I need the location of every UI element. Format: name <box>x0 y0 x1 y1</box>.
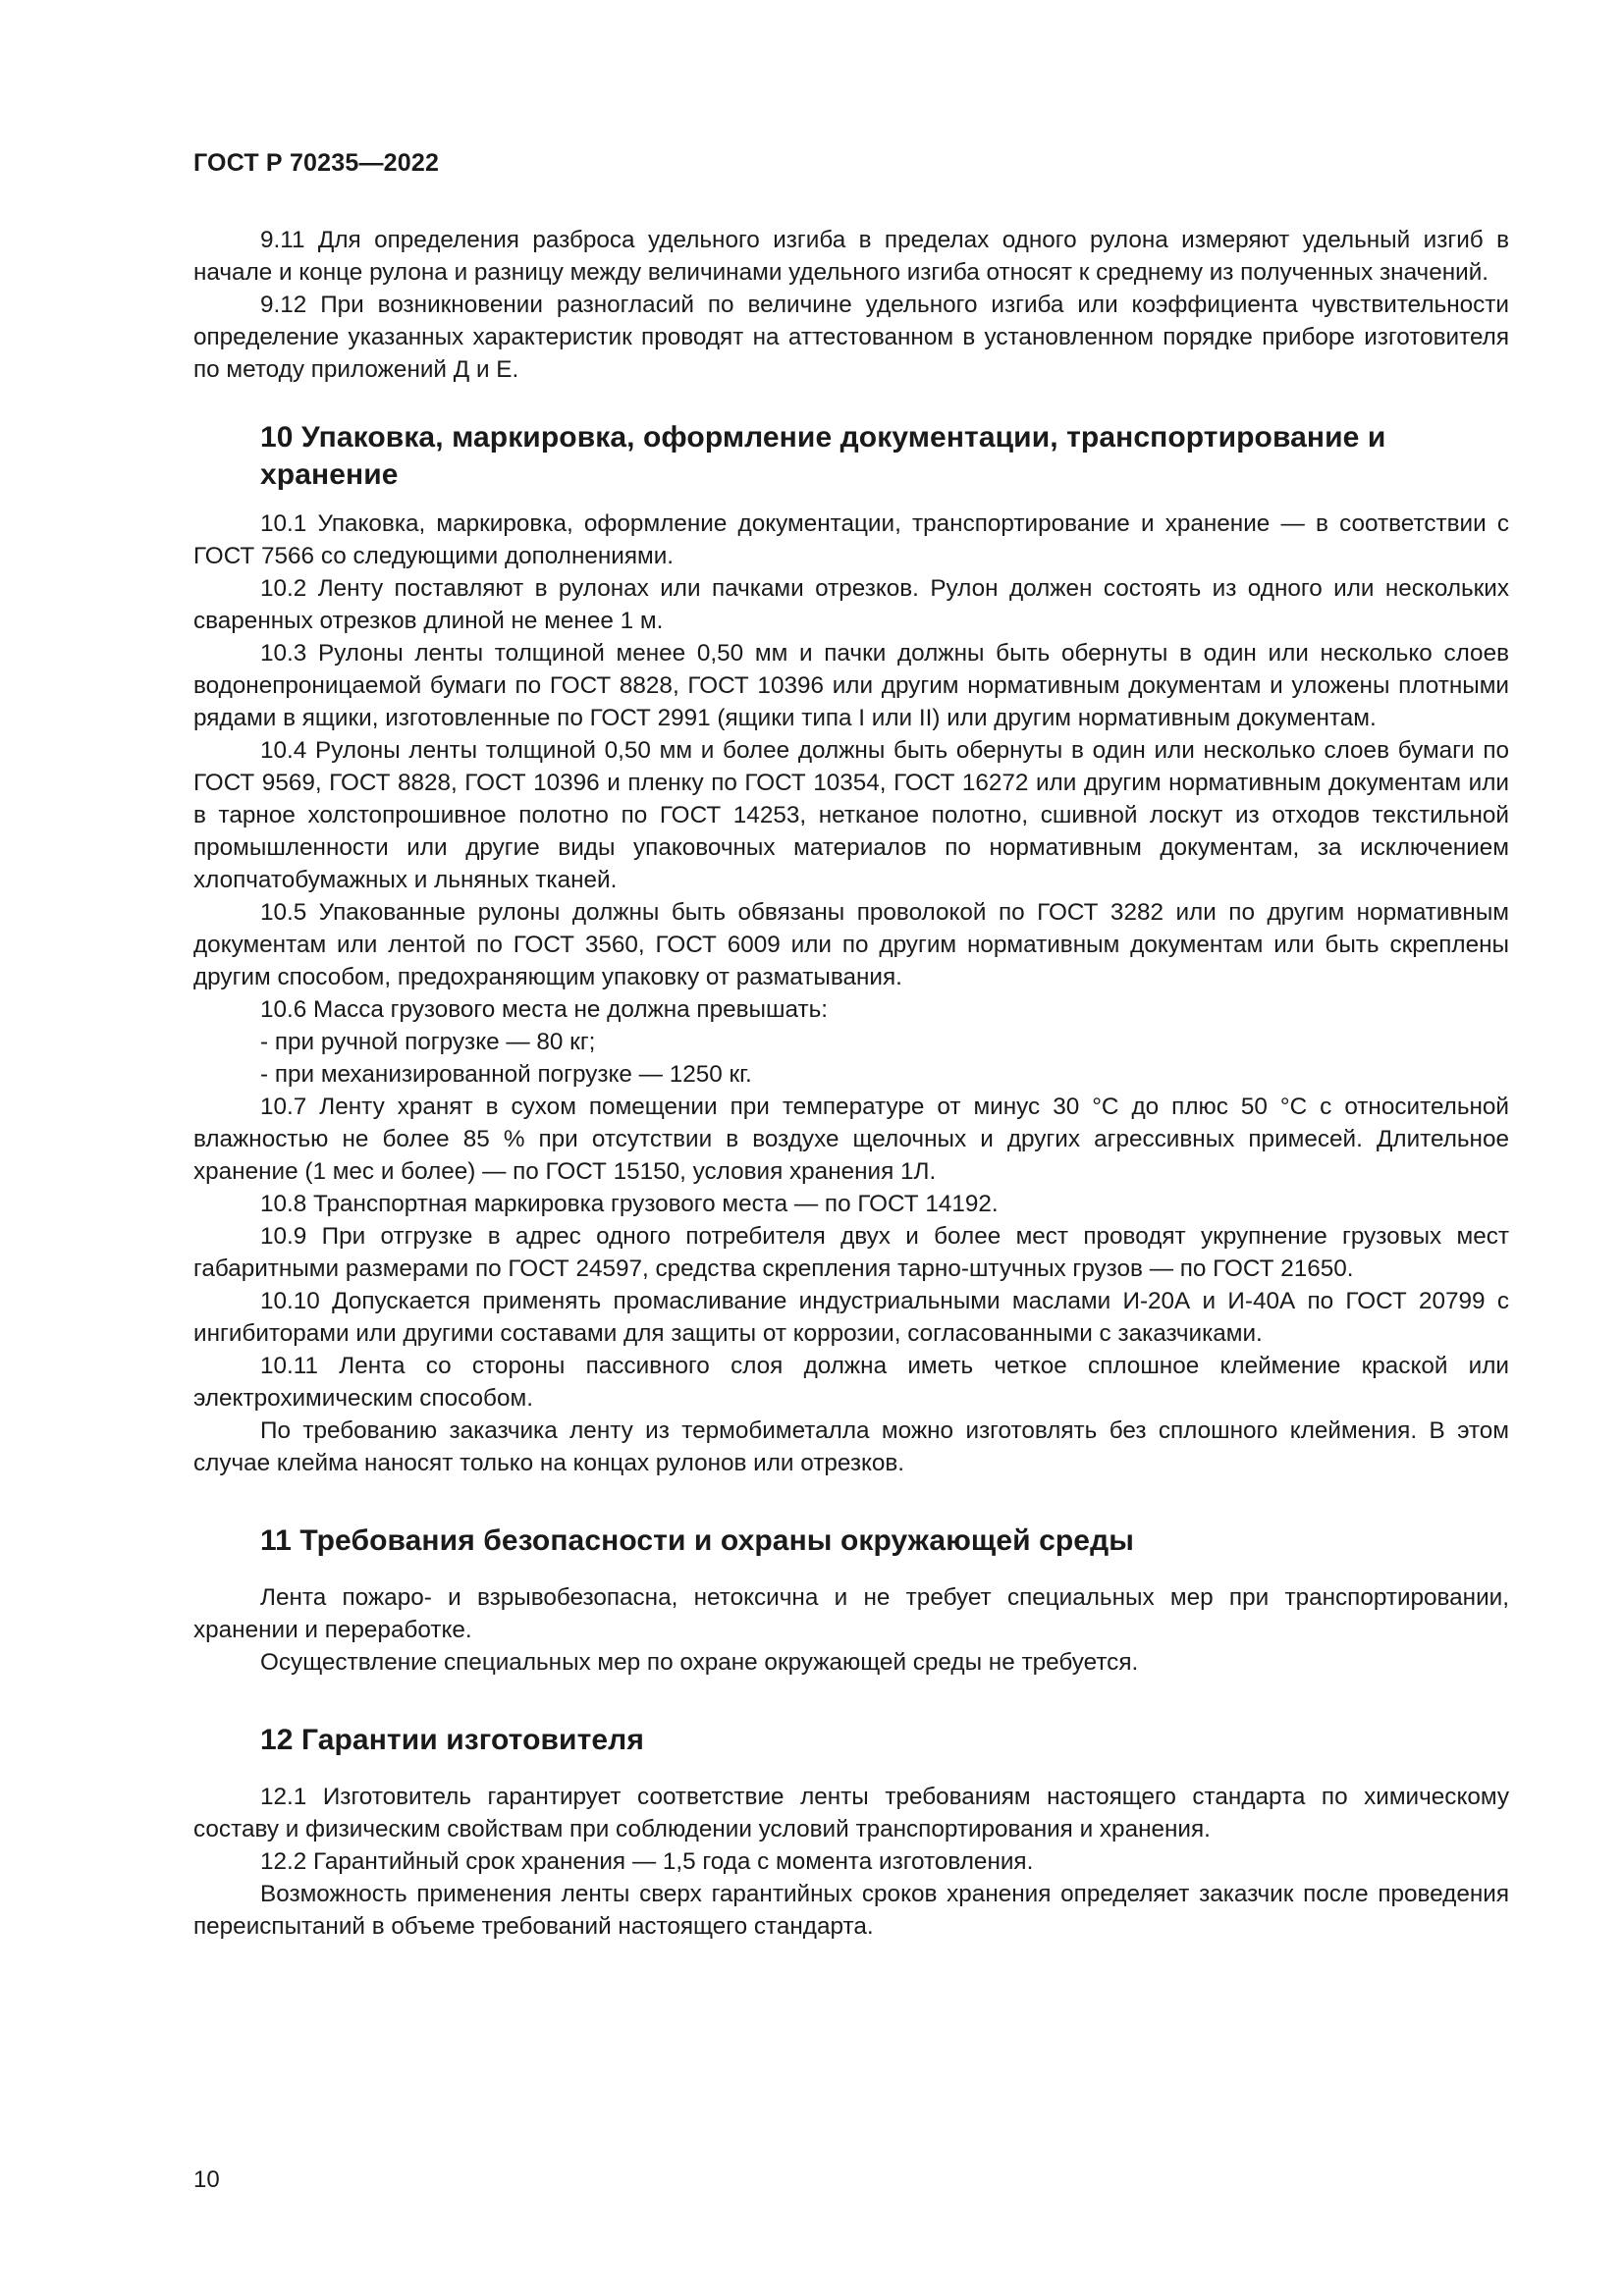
paragraph-10-9: 10.9 При отгрузке в адрес одного потребителя двух и более мест проводят укрупнение грузовых мест габаритными размерами по ГОСТ 24597, средства скрепления тарно-штучных грузов — по ГОСТ 21650. <box>193 1223 1509 1282</box>
paragraph-9-12: 9.12 При возникновении разногласий по величине удельного изгиба или коэффициента чувствительности определение указанных характеристик проводят на аттестованном в установленном порядке приборе изготовителя по методу приложений Д и Е. <box>193 292 1509 383</box>
paragraph-11-environment: Осуществление специальных мер по охране окружающей среды не требуется. <box>260 1649 1139 1676</box>
document-page <box>193 0 1509 2296</box>
paragraph-10-7: 10.7 Ленту хранят в сухом помещении при температуре от минус 30 °С до плюс 50 °С с относительной влажностью не более 85 % при отсутствии в воздухе щелочных и других агрессивных примесей. Длительное хранение (1 мес и более) — по ГОСТ 15150, условия хранения 1Л. <box>193 1094 1509 1185</box>
document-id-header: ГОСТ Р 70235—2022 <box>193 149 440 177</box>
paragraph-10-3: 10.3 Рулоны ленты толщиной менее 0,50 мм и пачки должны быть обернуты в один или несколько слоев водонепроницаемой бумаги по ГОСТ 8828, ГОСТ 10396 или другим нормативным документам и уложены плотными рядами в ящики, изготовленные по ГОСТ 2991 (ящики типа I или II) или другим нормативным документам. <box>193 640 1509 731</box>
paragraph-10-11: 10.11 Лента со стороны пассивного слоя должна иметь четкое сплошное клеймение краской или электрохимическим способом. <box>193 1353 1509 1412</box>
section-12-heading: 12 Гарантии изготовителя <box>260 1724 644 1756</box>
page-number: 10 <box>193 2166 220 2193</box>
paragraph-10-10: 10.10 Допускается применять промасливание индустриальными маслами И-20А и И-40А по ГОСТ 20799 с ингибиторами или другими составами для защиты от коррозии, согласованными с заказчиками. <box>193 1288 1509 1347</box>
paragraph-11-safety: Лента пожаро- и взрывобезопасна, нетоксична и не требует специальных мер при транспортировании, хранении и переработке. <box>193 1584 1509 1643</box>
section-11-heading: 11 Требования безопасности и охраны окружающей среды <box>260 1524 1134 1557</box>
paragraph-10-1: 10.1 Упаковка, маркировка, оформление документации, транспортирование и хранение — в соответствии с ГОСТ 7566 со следующими дополнениями. <box>193 510 1509 569</box>
paragraph-10-11-note: По требованию заказчика ленту из термобиметалла можно изготовлять без сплошного клеймения. В этом случае клейма наносят только на концах рулонов или отрезков. <box>193 1417 1509 1476</box>
list-item-mechanized-loading: - при механизированной погрузке — 1250 кг. <box>260 1061 752 1088</box>
section-10-heading: 10 Упаковка, маркировка, оформление документации, транспортирование и хранение <box>260 421 1386 491</box>
paragraph-10-4: 10.4 Рулоны ленты толщиной 0,50 мм и более должны быть обернуты в один или несколько слоев бумаги по ГОСТ 9569, ГОСТ 8828, ГОСТ 10396 и пленку по ГОСТ 10354, ГОСТ 16272 или другим нормативным документам или в тарное холстопрошивное полотно по ГОСТ 14253, нетканое полотно, сшивной лоскут из отходов текстильной промышленности или другие виды упаковочных материалов по нормативным документам, за исключением хлопчатобумажных и льняных тканей. <box>193 737 1509 893</box>
list-item-manual-loading: - при ручной погрузке — 80 кг; <box>260 1029 596 1055</box>
paragraph-10-5: 10.5 Упакованные рулоны должны быть обвязаны проволокой по ГОСТ 3282 или по другим нормативным документам или лентой по ГОСТ 3560, ГОСТ 6009 или по другим нормативным документам или быть скреплены другим способом, предохраняющим упаковку от разматывания. <box>193 899 1509 990</box>
paragraph-12-2: 12.2 Гарантийный срок хранения — 1,5 года с момента изготовления. <box>260 1848 1034 1875</box>
document-body <box>193 224 1509 1943</box>
paragraph-12-note: Возможность применения ленты сверх гарантийных сроков хранения определяет заказчик после проведения переиспытаний в объеме требований настоящего стандарта. <box>193 1881 1509 1940</box>
paragraph-10-6: 10.6 Масса грузового места не должна превышать: <box>260 996 828 1023</box>
paragraph-9-11: 9.11 Для определения разброса удельного изгиба в пределах одного рулона измеряют удельный изгиб в начале и конце рулона и разницу между величинами удельного изгиба относят к среднему из полученных значений. <box>193 227 1509 286</box>
paragraph-12-1: 12.1 Изготовитель гарантирует соответствие ленты требованиям настоящего стандарта по химическому составу и физическим свойствам при соблюдении условий транспортирования и хранения. <box>193 1784 1509 1842</box>
paragraph-10-8: 10.8 Транспортная маркировка грузового места — по ГОСТ 14192. <box>260 1191 999 1217</box>
paragraph-10-2: 10.2 Ленту поставляют в рулонах или пачками отрезков. Рулон должен состоять из одного или нескольких сваренных отрезков длиной не менее 1 м. <box>193 575 1509 634</box>
